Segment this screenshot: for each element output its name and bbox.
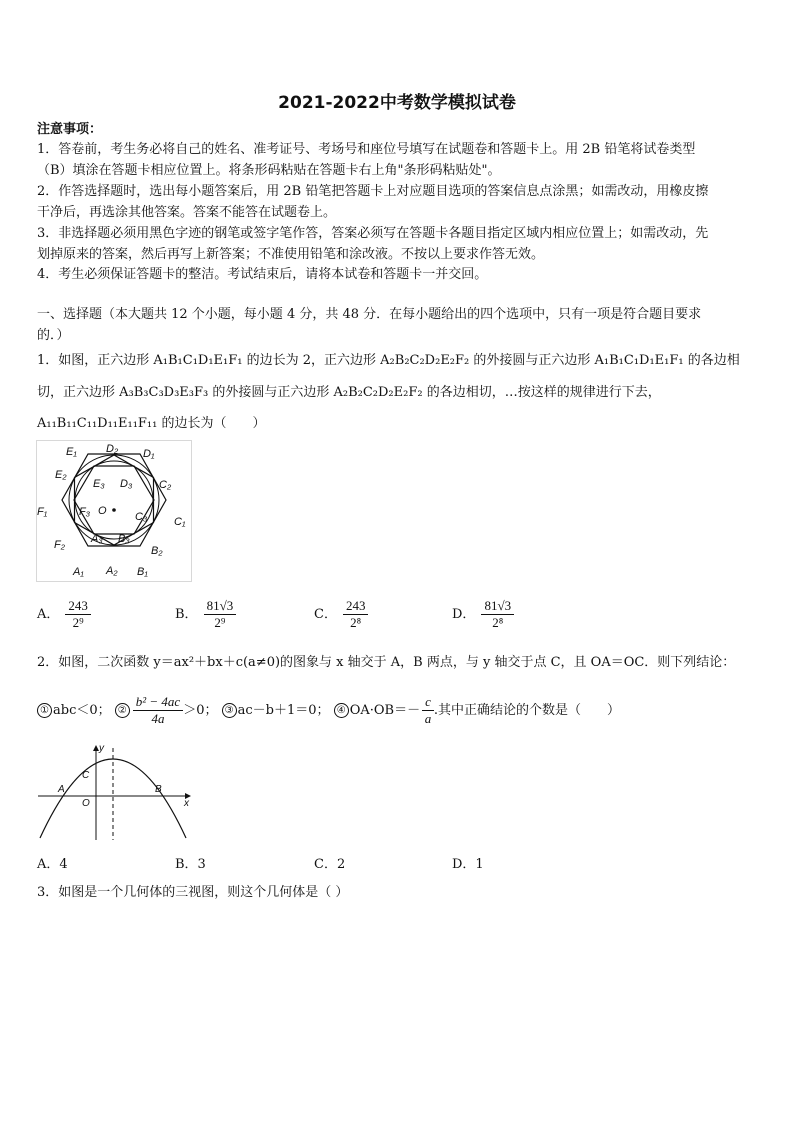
q2-conclusion-4: OA·OB＝－ — [349, 703, 421, 718]
q1-option-c — [314, 598, 368, 631]
circle-1 — [69, 455, 159, 545]
q2-conclusion-2-tail: ＞0； — [183, 703, 218, 718]
q2-parabola-figure — [36, 742, 194, 842]
section-heading-line-2: 的．） — [37, 328, 70, 343]
label-C1: C₁ — [174, 516, 186, 528]
q2-conclusions — [37, 694, 620, 728]
label-A2: A₂ — [106, 565, 118, 577]
q2-mark-3: ③ — [222, 703, 237, 718]
q1-option-d — [452, 598, 514, 631]
label-D2: D₂ — [106, 443, 119, 455]
label-y: y — [99, 743, 104, 754]
label-B3: B₃ — [118, 533, 130, 545]
q1-line-2: 切，正六边形 A₃B₃C₃D₃E₃F₃ 的外接圆与正六边形 A₂B₂C₂D₂E₂F₂ 的各边相切，…按这样的规律进行下去， — [37, 385, 661, 400]
center-point — [112, 508, 116, 512]
q2-conclusion-1: abc＜0； — [53, 703, 111, 718]
hexagon-3 — [74, 466, 154, 534]
q1-option-a-denominator: 2⁹ — [72, 615, 84, 630]
hexagon-2 — [75, 455, 154, 545]
notice-line-2: （B）填涂在答题卡相应位置上。将条形码粘贴在答题卡右上角"条形码粘贴处"。 — [37, 163, 501, 178]
label-O: O — [82, 798, 90, 809]
q2-option-d: D．1 — [452, 857, 484, 872]
label-A: A — [58, 784, 65, 795]
circle-2 — [75, 461, 153, 539]
q2-line-1: 2．如图，二次函数 y＝ax²＋bx＋c(a≠0)的图象与 x 轴交于 A，B 两点，与 y 轴交于点 C，且 OA＝OC．则下列结论： — [37, 655, 736, 670]
q2-mark-2: ② — [115, 703, 130, 718]
q2-option-b: B．3 — [175, 857, 206, 872]
q1-option-b-letter: B． — [175, 607, 198, 622]
notice-line-1: 1．答卷前，考生务必将自己的姓名、准考证号、考场号和座位号填写在试题卷和答题卡上。用 2B 铅笔将试卷类型 — [37, 142, 696, 157]
label-B1: B₁ — [137, 566, 148, 578]
q1-line-3: A₁₁B₁₁C₁₁D₁₁E₁₁F₁₁ 的边长为（ ） — [37, 416, 266, 431]
q1-hexagon-figure — [36, 440, 192, 582]
label-F2: F₂ — [54, 539, 65, 551]
q2-mark-1: ① — [37, 703, 52, 718]
q1-option-d-letter: D． — [452, 607, 476, 622]
q1-option-d-numerator: 81√3 — [481, 598, 514, 615]
notice-line-4: 干净后，再选涂其他答案。答案不能答在试题卷上。 — [37, 205, 337, 220]
label-x: x — [184, 798, 189, 809]
q2-conclusion-4-tail: .其中正确结论的个数是（ ） — [433, 703, 620, 718]
q1-option-b — [175, 598, 236, 631]
q1-option-a — [37, 598, 91, 631]
q2-conclusion-2-denominator: 4a — [151, 711, 165, 726]
q1-option-b-denominator: 2⁹ — [214, 615, 226, 630]
label-A1: A₁ — [73, 566, 84, 578]
label-D3: D₃ — [120, 478, 133, 490]
q2-option-c: C．2 — [314, 857, 346, 872]
notice-line-3: 2．作答选择题时，选出每小题答案后，用 2B 铅笔把答题卡上对应题目选项的答案信息点涂黑；如需改动，用橡皮擦 — [37, 184, 709, 199]
notice-line-5: 3．非选择题必须用黑色字迹的钢笔或签字笔作答，答案必须写在答题卡各题目指定区域内相应位置上；如需改动，先 — [37, 226, 709, 241]
label-F3: F₃ — [79, 506, 91, 518]
q2-mark-4: ④ — [334, 703, 349, 718]
q1-option-a-letter: A． — [37, 607, 60, 622]
q1-option-c-numerator: 243 — [343, 598, 369, 615]
label-F1: F₁ — [37, 506, 48, 518]
hexagon-1 — [62, 454, 166, 546]
label-E3: E₃ — [93, 478, 105, 490]
label-O: O — [98, 505, 107, 517]
label-D1: D₁ — [143, 448, 155, 460]
q2-conclusion-3: ac－b＋1＝0； — [237, 703, 330, 718]
q1-option-b-numerator: 81√3 — [204, 598, 237, 615]
q2-option-a: A．4 — [37, 857, 68, 872]
label-C2: C₂ — [159, 479, 172, 491]
page-title: 2021-2022中考数学模拟试卷 — [278, 93, 516, 113]
label-E2: E₂ — [55, 469, 67, 481]
q1-option-c-letter: C． — [314, 607, 337, 622]
q1-option-d-denominator: 2⁸ — [492, 615, 504, 630]
q2-conclusion-4-denominator: a — [424, 711, 432, 726]
label-B2: B₂ — [151, 545, 163, 557]
q1-line-1: 1．如图，正六边形 A₁B₁C₁D₁E₁F₁ 的边长为 2，正六边形 A₂B₂C₂D₂E₂F₂ 的外接圆与正六边形 A₁B₁C₁D₁E₁F₁ 的各边相 — [37, 353, 740, 368]
label-B: B — [155, 784, 162, 795]
section-heading-line-1: 一、选择题（本大题共 12 个小题，每小题 4 分，共 48 分．在每小题给出的四个选项中，只有一项是符合题目要求 — [37, 307, 702, 322]
q2-conclusion-4-numerator: c — [422, 694, 434, 711]
label-C: C — [82, 770, 90, 781]
notice-heading: 注意事项： — [37, 122, 103, 137]
q3-line-1: 3．如图是一个几何体的三视图，则这个几何体是（ ） — [37, 885, 349, 900]
q1-option-c-denominator: 2⁸ — [350, 615, 362, 630]
label-C3: C₃ — [135, 511, 148, 523]
label-E1: E₁ — [66, 446, 77, 458]
q1-option-a-numerator: 243 — [65, 598, 91, 615]
label-A3: A₃ — [91, 533, 103, 545]
notice-line-6: 划掉原来的答案，然后再写上新答案；不准使用铅笔和涂改液。不按以上要求作答无效。 — [37, 247, 545, 262]
q2-conclusion-2-numerator: b² − 4ac — [133, 694, 183, 711]
notice-line-7: 4．考生必须保证答题卡的整洁。考试结束后，请将本试卷和答题卡一并交回。 — [37, 267, 488, 282]
